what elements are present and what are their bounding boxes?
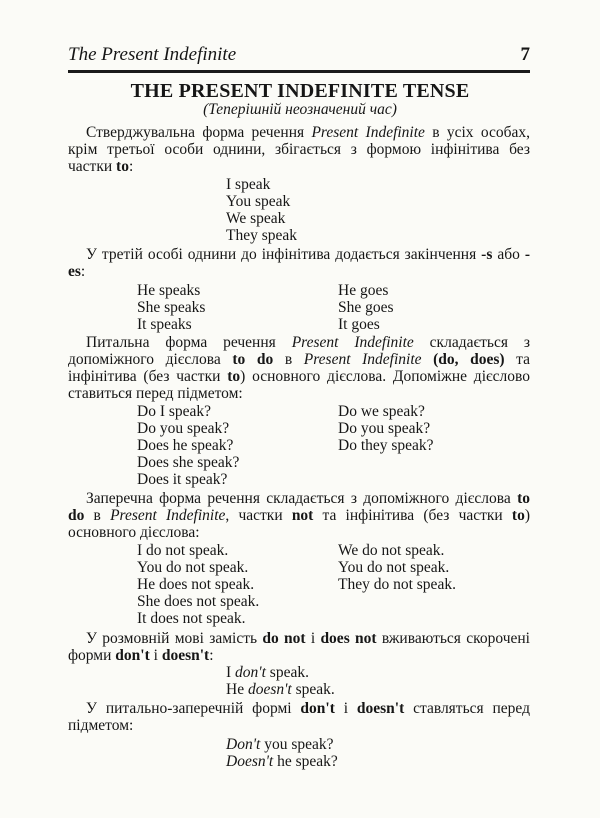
running-title: The Present Indefinite xyxy=(68,44,237,65)
example-line: She speaks xyxy=(137,299,206,316)
example-line: She does not speak. xyxy=(137,593,260,610)
interrogative-paragraph: Питальна форма речення Present Indefinite складається з допоміжного дієслова to do в Present Indefinite (do, does) та інфінітива (без частки to) основного дієслова. Допоміжне дієслово ставиться перед підметом: xyxy=(68,334,530,402)
example-line: Don't you speak? xyxy=(226,736,334,753)
example-line: He does not speak. xyxy=(137,576,255,593)
page-number: 7 xyxy=(520,44,530,65)
example-line: Do we speak? xyxy=(338,403,425,420)
header-rule xyxy=(68,70,530,73)
example-line: You do not speak. xyxy=(338,559,450,576)
example-line: I do not speak. xyxy=(137,542,229,559)
negative-question-examples xyxy=(226,736,338,770)
example-line: He doesn't speak. xyxy=(226,681,335,698)
contraction-examples xyxy=(226,664,335,698)
example-line: Do they speak? xyxy=(338,437,434,454)
affirmative-paragraph: Стверджувальна форма речення Present Indefinite в усіх особах, крім третьої особи однини, збігається з формою інфінітива без частки to: xyxy=(68,124,531,175)
example-line: I don't speak. xyxy=(226,664,309,681)
third-person-paragraph: У третій особі однини до інфінітива додається закінчення -s або -es: xyxy=(68,246,530,280)
interrogative-examples-right xyxy=(338,403,434,454)
affirmative-examples xyxy=(226,176,297,244)
third-person-examples-right xyxy=(338,282,394,333)
example-line: They do not speak. xyxy=(338,576,456,593)
example-line: It goes xyxy=(338,316,380,333)
section-subtitle: (Теперішній неозначений час) xyxy=(203,101,397,118)
example-line: We do not speak. xyxy=(338,542,445,559)
example-line: We speak xyxy=(226,210,286,227)
example-line: He speaks xyxy=(137,282,201,299)
negative-examples-left xyxy=(137,542,259,627)
page-header xyxy=(68,44,530,74)
example-line: They speak xyxy=(226,227,298,244)
example-line: Does he speak? xyxy=(137,437,234,454)
section-title: THE PRESENT INDEFINITE TENSE xyxy=(130,80,470,102)
negative-examples-right xyxy=(338,542,456,593)
example-line: It speaks xyxy=(137,316,192,333)
example-line: Do I speak? xyxy=(137,403,212,420)
example-line: You speak xyxy=(226,193,291,210)
interrogative-examples-left xyxy=(137,403,239,488)
example-line: You do not speak. xyxy=(137,559,249,576)
example-line: Does it speak? xyxy=(137,471,228,488)
contraction-paragraph: У розмовній мові замість do not і does not вживаються скорочені форми don't і doesn't: xyxy=(68,630,530,664)
example-line: Do you speak? xyxy=(338,420,431,437)
third-person-examples-left xyxy=(137,282,205,333)
negative-question-paragraph: У питально-заперечній формі don't і doesn't ставляться перед підметом: xyxy=(68,700,530,734)
example-line: She goes xyxy=(338,299,394,316)
example-line: Does she speak? xyxy=(137,454,240,471)
example-line: I speak xyxy=(226,176,271,193)
example-line: Doesn't he speak? xyxy=(226,753,338,770)
example-line: He goes xyxy=(338,282,389,299)
example-line: Do you speak? xyxy=(137,420,230,437)
negative-paragraph: Заперечна форма речення складається з допоміжного дієслова to do в Present Indefinite, частки not та інфінітива (без частки to) основного дієслова: xyxy=(68,490,530,541)
example-line: It does not speak. xyxy=(137,610,246,627)
